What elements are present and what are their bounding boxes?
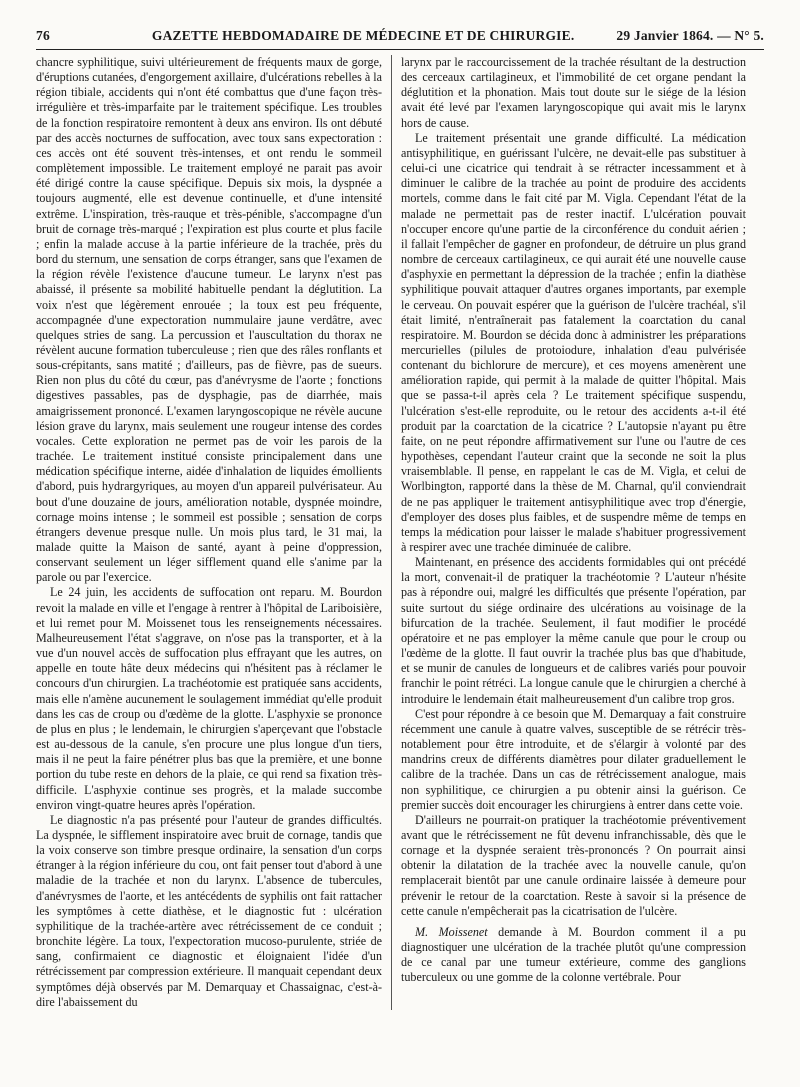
- paragraph: larynx par le raccourcissement de la trachée résultant de la destruction des cerceaux cartilagineux, et l'immobilité de cet organe pendant la déglutition et la phonation. Mais tout doute sur le siége de la lésion avait été levé par l'examen laryngoscopique qui avait mis le larynx hors de cause.: [401, 55, 746, 130]
- paragraph: Le traitement présentait une grande difficulté. La médication antisyphilitique, en guérissant l'ulcère, ne devait-elle pas substituer à celui-ci une cicatrice qui tendrait à se rétracter incessamment et à diminuer le calibre de la trachée au point de produire des accidents mortels, comme dans le fait cité par M. Vigla. Cependant l'état de la malade ne permettait pas de rester inactif. L'ulcération pouvait n'occuper encore qu'une partie de la circonférence du conduit aérien ; il fallait l'empêcher de gagner en profondeur, de détruire un plus grand nombre de cerceaux cartilagineux, ce qui aurait été une nouvelle cause d'asphyxie en permettant la dépression de la trachée ; enfin la diathèse syphilitique pouvait attaquer d'autres organes importants, par exemple le cerveau. On pouvait espérer que la guérison de l'ulcère trachéal, s'il était limité, n'entraînerait pas fatalement la coarctation du canal respiratoire. M. Bourdon se décida donc à administrer les préparations mercurielles (pilules de protoiodure, inhalation d'eau pulvérisée contenant du bichlorure de mercure), et ces moyens amenèrent une amélioration rapide, qui permit à la malade de quitter l'hôpital. Mais que se passa-t-il après cela ? Le traitement spécifique suspendu, l'ulcération s'est-elle reproduite, ou le retour des accidents a-t-il été produit par la coarctation de la cicatrice ? L'autopsie n'ayant pu être faite, on ne peut répondre affirmativement sur l'une ou l'autre de ces hypothèses, cependant l'auteur craint que la seconde ne soit la plus vraisemblable. Il pense, en rappelant le cas de M. Vigla, et celui de Worlbington, rapporté dans la thèse de M. Charnal, qu'il conviendrait de ne pas appliquer le traitement antisyphilitique avec trop d'énergie, d'employer des doses plus faibles, et de suspendre même de temps en temps la médication pour laisser le malade s'habituer progressivement à respirer avec une trachée diminuée de calibre.: [401, 130, 746, 554]
- page-header: [36, 28, 764, 50]
- paragraph: D'ailleurs ne pourrait-on pratiquer la trachéotomie préventivement avant que le rétrécissement ne fût devenu infranchissable, dès que le cornage et la dyspnée seraient très-prononcés ? On pourrait ainsi obtenir la dilatation de la trachée avec la nouvelle canule, qu'on remplacerait bientôt par une canule ordinaire laissée à demeure pour prévenir le retour de la coarctation. Reste à savoir si la présence de cette canule n'empêcherait pas la cicatrisation de l'ulcère.: [401, 812, 746, 918]
- journal-title: GAZETTE HEBDOMADAIRE DE MÉDECINE ET DE CHIRURGIE.: [151, 28, 575, 43]
- paragraph: chancre syphilitique, suivi ultérieurement de fréquents maux de gorge, d'éruptions cutanées, d'engorgement axillaire, d'ulcérations rebelles à la région tibiale, accidents qui n'ont été combattus que d'une façon très-irrégulière et très-imparfaite par le traitement spécifique. Les troubles de la fonction respiratoire remontent à deux ans environ. Ils ont débuté par des accès nocturnes de suffocation, avec toux sans expectoration : ces accès ont été souvent très-intenses, et ont rendu le sommeil complètement impossible. Le traitement employé ne parait pas avoir été dirigé contre la cause spécifique. Depuis six mois, la dyspnée a toujours augmenté, elle est devenue continuelle, et d'une intensité extrême. L'inspiration, très-rauque et très-pénible, s'accompagne d'un bruit de cornage très-marqué ; l'expiration est plus courte et plus facile ; enfin la malade accuse à la partie inférieure de la trachée, près du bord du sternum, une sensation de corps étranger, sans que l'examen de la région révèle l'existence d'aucune tumeur. Le larynx n'est pas abaissé, il présente sa mobilité habituelle pendant la déglutition. La voix n'est que légèrement enrouée ; la toux est peu fréquente, accompagnée d'une expectoration nummulaire jaune verdâtre, avec quelques stries de sang. La percussion et l'auscultation du thorax ne révèlent aucune formation tuberculeuse ; rien que des râles ronflants et sous-crépitants, sans matité ; d'ailleurs, pas de fièvre, pas de sueurs. Rien non plus du côté du cœur, pas d'anévrysme de l'aorte ; fonctions digestives passables, pas de dysphagie, pas de diarrhée, mais amaigrissement prononcé. L'examen laryngoscopique ne révèle aucune lésion grave du larynx, mais seulement une rougeur intense des cordes vocales. Cette exploration ne permet pas de voir les parois de la trachée. Le traitement institué consiste principalement dans une médication spécifique interne, aidée d'inhalation de liquides émollients d'abord, puis hydrargyriques, au moyen d'un appareil pulvérisateur. Au bout d'une douzaine de jours, amélioration notable, dyspnée moindre, cornage moins intense ; le sommeil est possible ; sensation de corps étrangers devenue presque nulle. Un mois plus tard, le 31 mai, la malade quitte la Maison de santé, ayant à peine d'oppression, conservant seulement un léger sifflement quand elle s'anime par la parole ou par l'exercice.: [36, 55, 382, 585]
- left-column: [36, 55, 391, 1010]
- right-column: [391, 55, 746, 1010]
- discussion-paragraph: [401, 925, 746, 986]
- issue-date: 29 Janvier 1864. — N° 5.: [616, 28, 764, 43]
- paragraph: Le diagnostic n'a pas présenté pour l'auteur de grandes difficultés. La dyspnée, le sifflement inspiratoire avec bruit de cornage, tandis que la voix conserve son timbre presque ordinaire, la sensation d'un corps étranger à la région inférieure du cou, ont fait penser tout d'abord à une maladie de la trachée et non du larynx. L'absence de tubercules, d'anévrysmes de l'aorte, et les antécédents de syphilis ont fait rattacher les symptômes à cette diathèse, et le diagnostic fut : ulcération syphilitique de la trachée-artère avec rétrécissement de ce conduit ; bronchite légère. La toux, l'expectoration mucoso-purulente, striée de sang, confirmaient ce diagnostic et éloignaient l'idée d'un rétrécissement par compression extérieure. Il manquait cependant deux symptômes déjà observés par M. Demarquay et Chassaignac, c'est-à-dire l'abaissement du: [36, 812, 382, 1009]
- page-number: 76: [36, 28, 50, 43]
- text-columns: [36, 55, 764, 1010]
- speaker-name: M. Moissenet: [415, 924, 488, 939]
- paragraph: Le 24 juin, les accidents de suffocation ont reparu. M. Bourdon revoit la malade en ville et l'engage à rentrer à l'hôpital de Lariboisière, et lui remet pour M. Moissenet tous les renseignements nécessaires. Malheureusement l'état s'aggrave, on n'ose pas la transporter, et à la vue d'un nouvel accès de suffocation plus effrayant que les autres, on appelle en toute hâte deux médecins qui n'hésitent pas à réclamer le concours d'un chirurgien. La trachéotomie est pratiquée sans accidents, mais elle n'amène aucunement le soulagement immédiat qu'elle produit dans les cas de croup ou d'œdème de la glotte. L'asphyxie se prononce de plus en plus ; le lendemain, le chirurgien s'aperçevant que l'obstacle est au-dessous de la canule, s'en procure une plus longue d'un tiers, mais il ne peut la faire pénétrer plus bas que la première, et une bonne portion du tube reste en dehors de la plaie, ce qui rend sa fixation très-difficile. L'asphyxie continue ses progrès, et la malade succombe environ vingt-quatre heures après l'opération.: [36, 585, 382, 812]
- paragraph: C'est pour répondre à ce besoin que M. Demarquay a fait construire récemment une canule à quatre valves, susceptible de se rétrécir très-notablement pour être introduite, et de s'élargir à volonté par des mandrins creux de différents diamètres pour dilater graduellement le calibre de la trachée. Dans un cas de rétrécissement analogue, mais non syphilitique, ce chirurgien a pu obtenir ainsi la guérison. Ce premier succès doit encourager les chirurgiens à entrer dans cette voie.: [401, 706, 746, 812]
- discussion-text: demande à M. Bourdon comment il a pu diagnostiquer une ulcération de la trachée plutôt qu'une compression de ce canal par une tumeur extérieure, comme des ganglions tuberculeux ou une gomme de la colonne vertébrale. Pour: [401, 924, 746, 985]
- paragraph: Maintenant, en présence des accidents formidables qui ont précédé la mort, convenait-il de pratiquer la trachéotomie ? L'auteur n'hésite pas à répondre oui, malgré les difficultés que présente l'opération, par suite surtout du siége ordinaire des ulcérations au voisinage de la bifurcation de la trachée. Seulement, il faut modifier le procédé opératoire et ne pas employer la même canule que pour le croup ou l'œdème de la glotte. Il faut ouvrir la trachée plus bas que d'habitude, et se munir de canules de longueurs et de calibres variés pour pouvoir franchir le point rétréci. La longue canule que le chirurgien a cherché à introduire le lendemain était malheureusement d'un calibre trop gros.: [401, 555, 746, 706]
